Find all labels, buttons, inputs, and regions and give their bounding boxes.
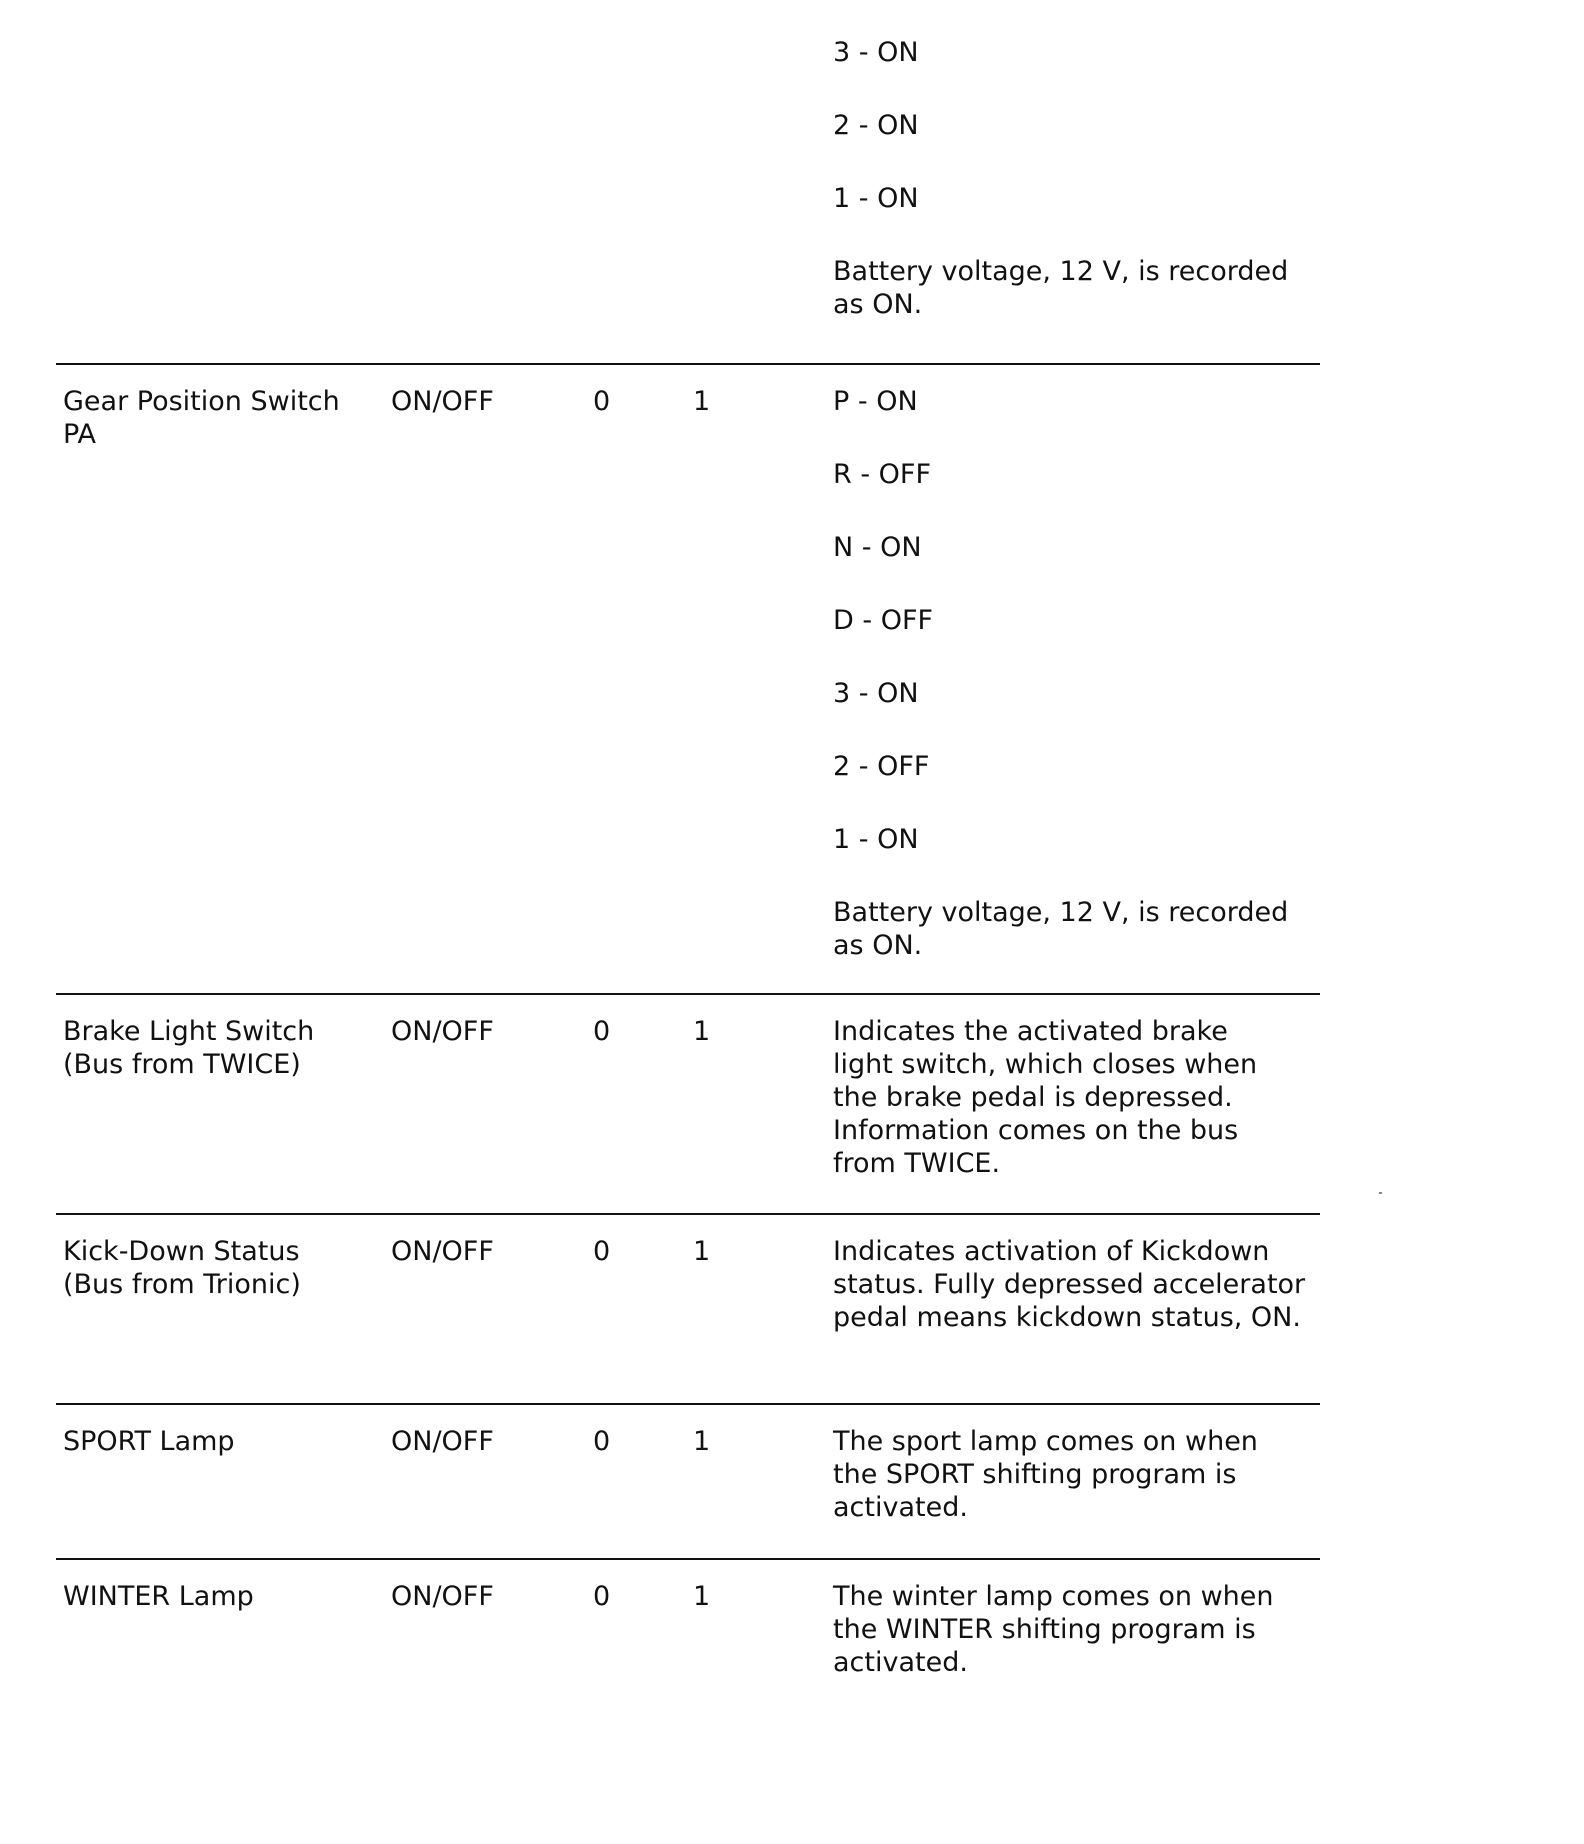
parameter-description — [833, 1235, 1313, 1334]
parameter-name: Kick-Down Status (Bus from Trionic) — [63, 1236, 301, 1300]
table-row — [56, 1403, 1320, 1560]
desc-paragraph: Indicates the activated brake light switch, which closes when the brake pedal is depressed. Information comes on the bus from TWICE. — [833, 1016, 1258, 1179]
table-row — [56, 1213, 1320, 1405]
desc-paragraph: 2 - OFF — [833, 751, 930, 782]
desc-paragraph: The sport lamp comes on when the SPORT shifting program is activated. — [833, 1426, 1258, 1523]
parameter-description — [833, 385, 1323, 962]
table-row — [56, 363, 1320, 995]
parameter-unit: ON/OFF — [391, 1426, 494, 1457]
desc-paragraph: Battery voltage, 12 V, is recorded as ON. — [833, 897, 1289, 961]
desc-paragraph: 3 - ON — [833, 678, 919, 709]
parameter-unit: ON/OFF — [391, 386, 494, 417]
parameter-min: 0 — [593, 1426, 611, 1457]
parameter-min: 0 — [593, 1016, 611, 1047]
parameter-max: 1 — [693, 1236, 711, 1267]
desc-paragraph: 1 - ON — [833, 824, 919, 855]
desc-paragraph: Indicates activation of Kickdown status. Fully depressed accelerator pedal means kickdown status, ON. — [833, 1236, 1306, 1333]
parameter-min: 0 — [593, 386, 611, 417]
parameter-max: 1 — [693, 1016, 711, 1047]
desc-paragraph: 3 - ON — [833, 37, 919, 68]
desc-paragraph: Battery voltage, 12 V, is recorded as ON. — [833, 256, 1289, 320]
parameter-name: SPORT Lamp — [63, 1426, 235, 1457]
desc-paragraph: N - ON — [833, 532, 922, 563]
parameter-min: 0 — [593, 1581, 611, 1612]
parameter-description — [833, 1580, 1313, 1679]
continued-description — [833, 36, 1323, 321]
desc-paragraph: R - OFF — [833, 459, 931, 490]
desc-paragraph: 2 - ON — [833, 110, 919, 141]
parameter-unit: ON/OFF — [391, 1016, 494, 1047]
parameter-unit: ON/OFF — [391, 1236, 494, 1267]
desc-paragraph: D - OFF — [833, 605, 934, 636]
parameter-name: WINTER Lamp — [63, 1581, 254, 1612]
desc-paragraph: 1 - ON — [833, 183, 919, 214]
parameter-description — [833, 1015, 1283, 1180]
parameter-unit: ON/OFF — [391, 1581, 494, 1612]
parameter-max: 1 — [693, 1581, 711, 1612]
parameter-min: 0 — [593, 1236, 611, 1267]
desc-paragraph: P - ON — [833, 386, 918, 417]
parameter-description — [833, 1425, 1303, 1524]
parameter-name: Gear Position Switch PA — [63, 386, 340, 450]
parameter-max: 1 — [693, 386, 711, 417]
desc-paragraph: The winter lamp comes on when the WINTER shifting program is activated. — [833, 1581, 1274, 1678]
parameter-name: Brake Light Switch (Bus from TWICE) — [63, 1016, 315, 1080]
table-row — [56, 993, 1320, 1215]
scan-speck — [1379, 1192, 1382, 1194]
parameter-max: 1 — [693, 1426, 711, 1457]
table-row — [56, 1558, 1320, 1720]
